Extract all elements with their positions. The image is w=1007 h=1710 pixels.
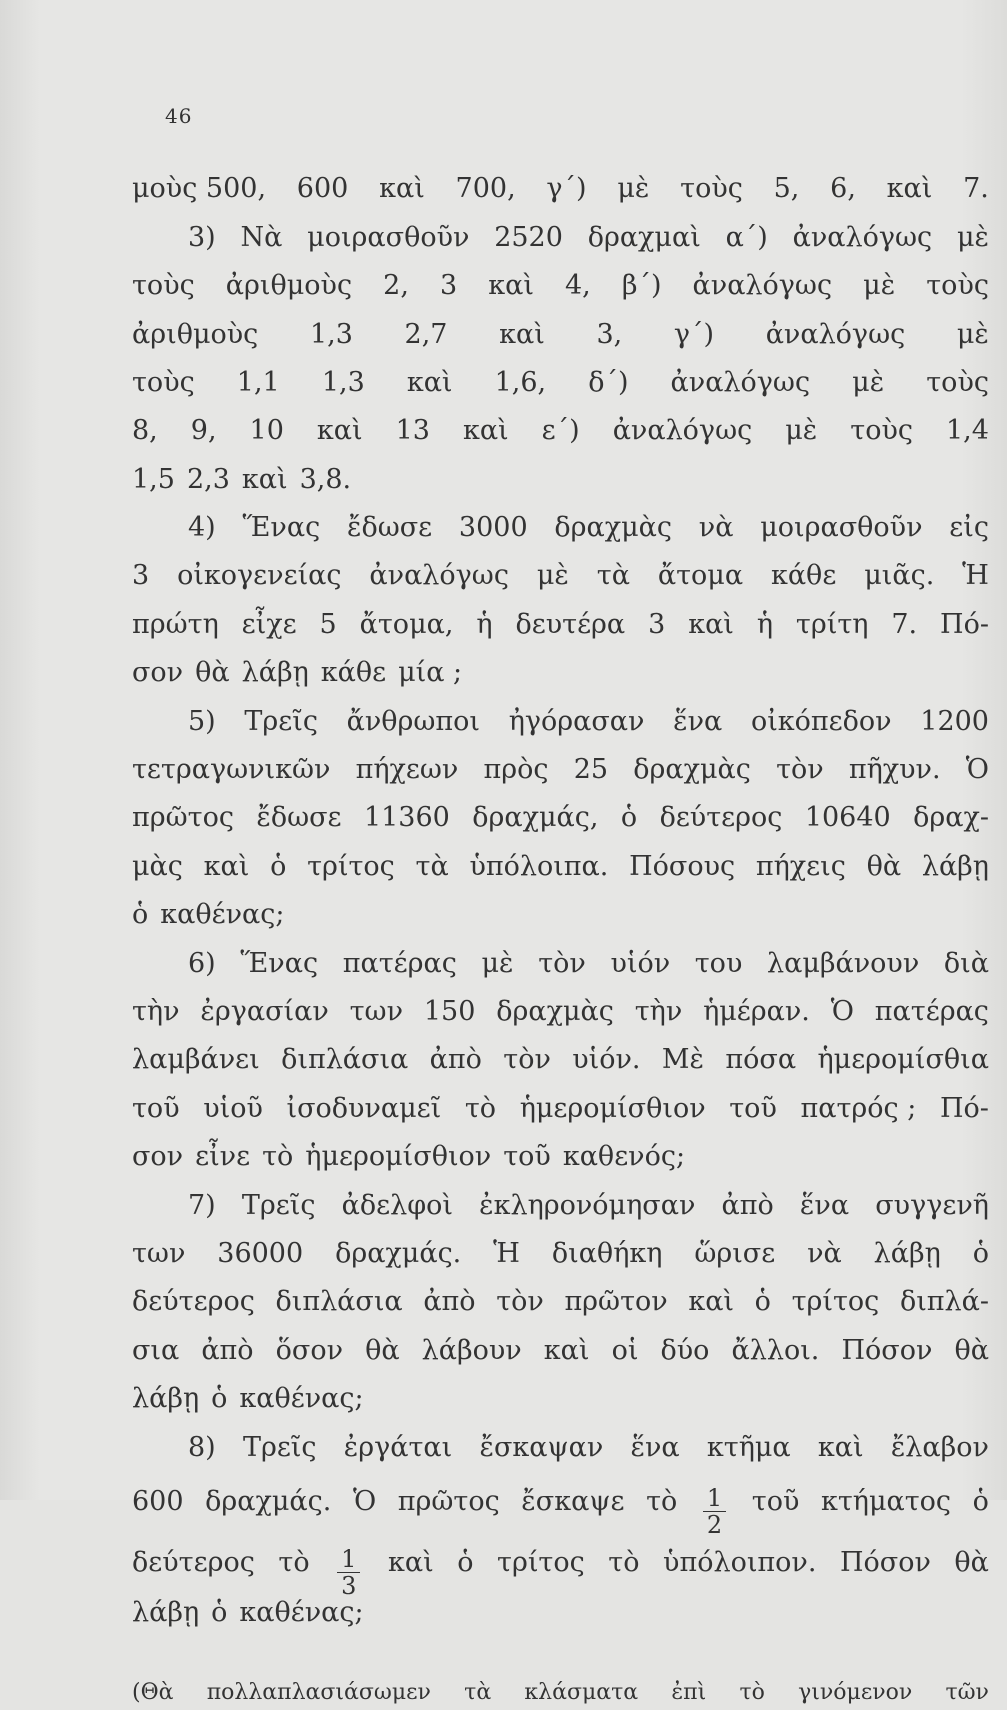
word: δύο [660, 1335, 710, 1366]
word: ἀπὸ [201, 1335, 254, 1366]
word: δραχμάς. [335, 1238, 462, 1269]
word: Τρεῖς [244, 706, 318, 737]
text-line [188, 705, 989, 739]
text-line [132, 1285, 989, 1319]
word: νὰ [698, 512, 734, 543]
fraction-denominator: 2 [706, 1511, 723, 1539]
word: 3000 [458, 512, 528, 543]
text-line [132, 1237, 989, 1271]
word: 600 [132, 1486, 184, 1517]
word: ὁ [132, 899, 149, 930]
word: 700, [455, 173, 516, 204]
word: 3 [439, 270, 458, 301]
word: Ἡ [962, 560, 989, 591]
text-line [188, 511, 989, 545]
word: μὲ [617, 173, 650, 204]
word: τὸν [503, 1044, 551, 1075]
word: καὶ [241, 464, 288, 495]
word: καὶ [406, 367, 453, 398]
word: Πόσον [841, 1335, 933, 1366]
word: ε΄) [541, 415, 580, 446]
word: Τρεῖς [241, 1190, 316, 1221]
word: τοὺς [680, 173, 743, 204]
word: ἀριθμοὺς [132, 319, 259, 350]
word: πατρός ; [800, 1093, 917, 1124]
word: ἰσοδυναμεῖ [286, 1093, 442, 1124]
word: γ΄) [546, 173, 587, 204]
word: καὶ [688, 609, 734, 640]
word: τοῦ [751, 1486, 800, 1517]
word: μιᾶς. [864, 560, 935, 591]
word: τοὺς [850, 415, 913, 446]
word: ἀπὸ [429, 1044, 482, 1075]
word: καθενός; [562, 1141, 686, 1172]
word: Πό- [939, 1093, 989, 1124]
word: 2,7 [404, 319, 448, 350]
word: τὰ [415, 851, 449, 882]
word: 8) [188, 1432, 216, 1463]
word: ὁ [211, 1597, 228, 1628]
word: πήχεις [755, 851, 846, 882]
word: 6) [188, 948, 216, 979]
word: ὁ [211, 1383, 228, 1414]
word: Ἡ [493, 1238, 520, 1269]
word: πατέρας [874, 996, 989, 1027]
fraction-denominator: 3 [341, 1572, 357, 1600]
text-line [132, 1140, 989, 1174]
word: μὲ [481, 948, 514, 979]
word: μοιρασθοῦν [760, 512, 923, 543]
word: 4) [188, 512, 216, 543]
word: τοὺς [926, 270, 989, 301]
word: τὸ [262, 1141, 294, 1172]
word: πρὸς [483, 754, 549, 785]
word: λαμβάνουν [767, 948, 920, 979]
word: β΄) [621, 270, 662, 301]
word: τὸ [646, 1486, 678, 1517]
word: ὁ [754, 1286, 771, 1317]
text-line [132, 1334, 989, 1368]
word: καὶ [462, 415, 509, 446]
word: ἔσκαψε [521, 1486, 625, 1517]
word: κάθε [320, 657, 387, 688]
text-line [132, 850, 989, 884]
word: τοὺς [132, 367, 195, 398]
word: κτῆμα [706, 1432, 791, 1463]
word: τὰ [464, 1680, 492, 1705]
text-line [132, 656, 989, 690]
text-line [132, 318, 989, 352]
word: 10640 [804, 802, 891, 833]
word: ἡμερομίσθια [817, 1044, 989, 1075]
word: δευτέρα [515, 609, 626, 640]
word: υἱόν. [572, 1044, 641, 1075]
word: ἀδελφοὶ [341, 1190, 453, 1221]
word: λάβουν [421, 1335, 522, 1366]
word: 7) [188, 1190, 216, 1221]
text-line [132, 898, 989, 932]
word: 2,3 [186, 464, 230, 495]
word: ὁ [457, 1547, 474, 1578]
word: δραχμάς, [472, 802, 599, 833]
word: τὸν [538, 948, 586, 979]
text-line [132, 1676, 989, 1710]
word: ὑπόλοιπα. [469, 851, 609, 882]
word: καθένας; [239, 1383, 364, 1414]
word: τοὺς [132, 270, 195, 301]
word: εἶνε [195, 1141, 251, 1172]
word: Ἕνας [240, 948, 319, 979]
text-line [132, 1596, 989, 1630]
word: υἱόν [610, 948, 671, 979]
word: θὰ [195, 657, 230, 688]
word: 10 [249, 415, 284, 446]
word: καὶ [688, 1286, 735, 1317]
text-line [132, 1382, 989, 1416]
word: ἡ [476, 609, 493, 640]
word: μὲ [785, 415, 818, 446]
word: τρίτος [791, 1286, 880, 1317]
word: καθένας; [239, 1597, 364, 1628]
word: πρῶτος [132, 802, 234, 833]
word: τῶν [945, 1680, 989, 1705]
word: οἰκογενείας [177, 560, 342, 591]
word: Τρεῖς [242, 1432, 317, 1463]
word: ἔλαβον [890, 1432, 989, 1463]
word: υἱοῦ [203, 1093, 263, 1124]
word: ὥρισε [694, 1238, 776, 1269]
word: δραχμὰς [554, 512, 673, 543]
word: δραχ- [913, 802, 989, 833]
word: ὁ [620, 802, 638, 833]
word: 2, [383, 270, 409, 301]
word: α΄) [725, 222, 768, 253]
word: ἕνα [799, 1190, 850, 1221]
word: γ΄) [673, 319, 715, 350]
word: 5) [188, 706, 216, 737]
word: 150 [423, 996, 476, 1027]
word: κλάσματα [524, 1680, 639, 1705]
word: θὰ [954, 1547, 989, 1578]
word: μὲ [536, 560, 569, 591]
word: τοὺς [926, 367, 989, 398]
text-line [132, 1485, 989, 1538]
word: καθένας; [160, 899, 285, 930]
word: πρώτη [132, 609, 219, 640]
word: μὲ [956, 319, 989, 350]
word: Μὲ [661, 1044, 705, 1075]
word: σια [132, 1335, 180, 1366]
word: 5 [319, 609, 337, 640]
word: δ΄) [588, 367, 629, 398]
word: 1,6, [494, 367, 547, 398]
word: καὶ [387, 1547, 434, 1578]
word: ἡμερομίσθιον [519, 1093, 706, 1124]
word: διὰ [943, 948, 989, 979]
word: λάβῃ [241, 657, 309, 688]
word: γινόμενον [798, 1680, 913, 1705]
text-line [188, 947, 989, 981]
word: μὲ [956, 222, 989, 253]
text-line [188, 1189, 989, 1223]
word: καὶ [379, 173, 425, 204]
word: μοὺς 500, [132, 173, 267, 204]
page-number: 46 [165, 104, 193, 128]
word: διπλάσια [281, 1044, 409, 1075]
fraction-numerator: 1 [703, 1485, 726, 1512]
word: δραχμὰς [633, 754, 751, 785]
text-line [132, 414, 989, 448]
word: των [349, 996, 403, 1027]
word: 2520 [494, 222, 563, 253]
word: τὸν [496, 1286, 544, 1317]
word: ἀναλόγως [692, 270, 833, 301]
word: ἄτομα, [359, 609, 454, 640]
word: πόσα [725, 1044, 797, 1075]
word: ἠγόρασαν [508, 706, 645, 737]
word: 1,3 [309, 319, 353, 350]
word: ἄνθρωποι [346, 706, 481, 737]
text-line [132, 366, 989, 400]
word: μία ; [398, 657, 463, 688]
word: σον [132, 1141, 184, 1172]
word: ἐργάται [343, 1432, 453, 1463]
word: τρίτος [307, 851, 395, 882]
word: 1200 [920, 706, 989, 737]
text-line [132, 1546, 989, 1599]
word: καὶ [543, 1335, 590, 1366]
word: λάβῃ [132, 1383, 200, 1414]
word: Ὁ [830, 996, 854, 1027]
word: τὰ [596, 560, 630, 591]
word: λάβῃ [921, 851, 989, 882]
word: μοιρασθοῦν [307, 222, 470, 253]
word: τοῦ [132, 1093, 180, 1124]
word: διπλάσια [275, 1286, 403, 1317]
word: 5, [773, 173, 800, 204]
word: 4, [565, 270, 591, 301]
word: ἀναλόγως [612, 415, 753, 446]
word: οἰκόπεδον [750, 706, 892, 737]
word: διαθήκη [551, 1238, 663, 1269]
word: δεύτερος [132, 1286, 255, 1317]
word: λάβῃ [873, 1238, 941, 1269]
word: ὁ [270, 851, 287, 882]
word: 1,1 [236, 367, 280, 398]
word: 11360 [363, 802, 450, 833]
word: δραχμὰς [496, 996, 614, 1027]
text-line [132, 463, 989, 497]
word: 3 [648, 609, 666, 640]
word: ἡμέραν. [703, 996, 810, 1027]
word: μὲ [852, 367, 885, 398]
word: του [694, 948, 743, 979]
word: 8, [132, 415, 158, 446]
word: ἡ [756, 609, 773, 640]
word: κάθε [770, 560, 837, 591]
word: καὶ [203, 851, 250, 882]
word: 3 [132, 560, 150, 591]
word: θὰ [365, 1335, 400, 1366]
text-line [132, 608, 989, 642]
word: πατέρας [342, 948, 457, 979]
text-line [132, 753, 989, 787]
text-line [132, 801, 989, 835]
word: ἀναλόγως [369, 560, 509, 591]
word: ἔδωσε [256, 802, 342, 833]
word: ἔδωσε [346, 512, 433, 543]
word: Πόσους [629, 851, 736, 882]
word: τοῦ [503, 1141, 551, 1172]
word: ὅσον [275, 1335, 343, 1366]
word: τρίτος [497, 1547, 585, 1578]
word: ἕνα [630, 1432, 680, 1463]
text-line [132, 995, 989, 1029]
word: 1,4 [946, 415, 989, 446]
word: καὶ [316, 415, 363, 446]
word: των [132, 1238, 186, 1269]
word: τὸν [776, 754, 824, 785]
word: 13 [395, 415, 430, 446]
word: 7. [963, 173, 989, 204]
word: δεύτερος [132, 1547, 255, 1578]
word: σον [132, 657, 184, 688]
text-line [132, 269, 989, 303]
text-line [132, 1043, 989, 1077]
word: ἀναλόγως [765, 319, 906, 350]
word: 3,8. [299, 464, 352, 495]
word: μὲ [863, 270, 896, 301]
word: ὁ [972, 1486, 989, 1517]
word: Νὰ [240, 222, 283, 253]
fraction [703, 1485, 726, 1538]
word: τὴν [132, 996, 180, 1027]
fraction [337, 1546, 360, 1599]
word: Πόσον [839, 1547, 931, 1578]
word: συγγενῆ [875, 1190, 989, 1221]
fraction-numerator: 1 [337, 1546, 360, 1573]
word: εἶχε [241, 609, 297, 640]
word: ὑπόλοιπον. [663, 1547, 817, 1578]
word: καὶ [499, 319, 545, 350]
text-line [188, 221, 989, 255]
word: Ὁ [965, 754, 989, 785]
word: ἄλλοι. [731, 1335, 820, 1366]
word: 3) [188, 222, 216, 253]
word: ἐργασίαν [200, 996, 329, 1027]
word: τὸ [464, 1093, 497, 1124]
word: δεύτερος [659, 802, 783, 833]
word: θὰ [866, 851, 902, 882]
word: ἀριθμοὺς [225, 270, 353, 301]
word: ἡμερομίσθιον [305, 1141, 492, 1172]
word: μὰς [132, 851, 183, 882]
word: πρῶτος [397, 1486, 500, 1517]
word: 1,3 [321, 367, 365, 398]
word: τετραγωνικῶν [132, 754, 331, 785]
text-line [188, 1431, 989, 1465]
word: Πό- [940, 609, 989, 640]
word: πρῶτον [564, 1286, 668, 1317]
word: λάβῃ [132, 1597, 200, 1628]
word: τὸ [608, 1547, 640, 1578]
word: ἀναλόγως [670, 367, 811, 398]
word: τοῦ [729, 1093, 777, 1124]
word: θὰ [954, 1335, 989, 1366]
text-line [132, 172, 989, 206]
word: διπλά- [899, 1286, 989, 1317]
word: καὶ [488, 270, 534, 301]
word: 36000 [217, 1238, 304, 1269]
word: οἱ [611, 1335, 639, 1366]
word: εἰς [949, 512, 989, 543]
word: δραχμαὶ [587, 222, 701, 253]
text-line [132, 559, 989, 593]
text-line [132, 1092, 989, 1126]
word: ἐκληρονόμησαν [479, 1190, 696, 1221]
word: τὴν [634, 996, 683, 1027]
word: ἕνα [673, 706, 723, 737]
word: καὶ [817, 1432, 864, 1463]
word: νὰ [807, 1238, 842, 1269]
word: λαμβάνει [132, 1044, 260, 1075]
word: πολλαπλασιάσωμεν [206, 1680, 431, 1705]
word: πῆχυν. [848, 754, 941, 785]
word: ἔσκαψαν [479, 1432, 604, 1463]
word: 7. [891, 609, 918, 640]
word: καὶ [886, 173, 933, 204]
word: 600 [296, 173, 349, 204]
word: ἐπὶ [671, 1680, 707, 1705]
word: ἀπὸ [721, 1190, 774, 1221]
word: 9, [190, 415, 217, 446]
word: ἀναλόγως [792, 222, 933, 253]
word: τὸ [739, 1680, 765, 1705]
word: πήχεων [355, 754, 459, 785]
word: ἀπὸ [423, 1286, 476, 1317]
word: 25 [573, 754, 609, 785]
word: ὁ [972, 1238, 989, 1269]
word: (Θὰ [132, 1680, 174, 1705]
word: κτήματος [820, 1486, 952, 1517]
word: τὸ [278, 1547, 310, 1578]
word: τρίτη [795, 609, 869, 640]
word: Ἕνας [242, 512, 321, 543]
word: 6, [830, 173, 856, 204]
word: 3, [596, 319, 623, 350]
word: 1,5 [132, 464, 175, 495]
word: δραχμάς. [205, 1486, 332, 1517]
word: Ὁ [352, 1486, 377, 1517]
word: ἄτομα [657, 560, 744, 591]
